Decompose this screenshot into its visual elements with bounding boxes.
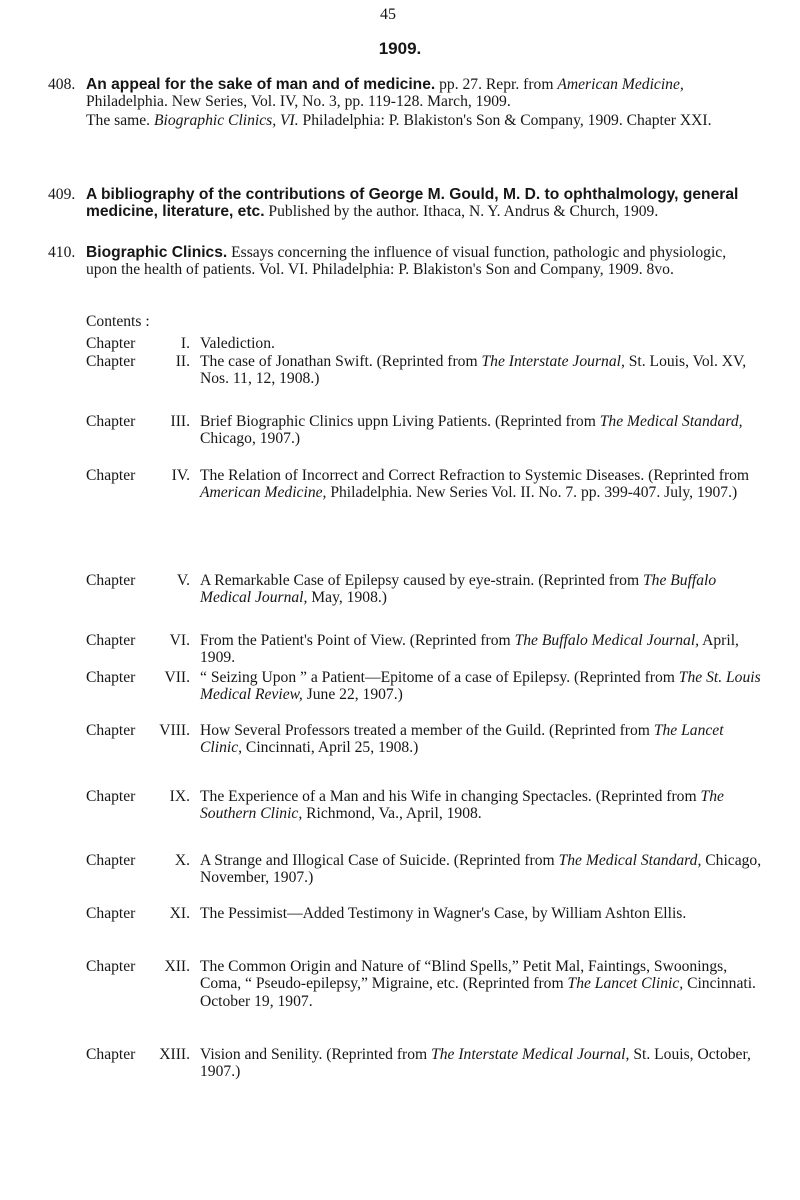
entry-number: 410.: [48, 244, 76, 261]
chapter-title: [200, 335, 766, 352]
chapter-text: The Relation of Incorrect and Correct Refraction to Systemic Diseases. (Reprinted from: [200, 467, 750, 484]
entry-book: Biographic Clinics, VI.: [153, 111, 299, 129]
chapter-text: How Several Professors treated a member of the Guild. (Reprinted from: [200, 722, 654, 739]
chapter-entry: [86, 722, 766, 757]
chapter-number: XIII.: [159, 1046, 190, 1063]
chapter-label: Chapter: [86, 335, 136, 352]
chapter-entry: [86, 788, 766, 823]
chapter-entry: [86, 335, 766, 352]
chapter-text: St. Louis, Vol. XV, Nos. 11, 12, 1908.): [200, 353, 747, 388]
entry-408: [48, 76, 760, 129]
chapter-title: [200, 905, 766, 922]
chapter-label: Chapter: [86, 1046, 136, 1063]
chapter-label: Chapter: [86, 722, 136, 739]
chapter-label: Chapter: [86, 958, 136, 975]
chapter-entry: [86, 413, 766, 448]
chapter-title: [200, 722, 766, 757]
chapter-title: [200, 958, 766, 1010]
chapter-label: Chapter: [86, 467, 136, 484]
chapter-text: St. Louis, October, 1907.): [200, 1046, 751, 1081]
chapter-label: Chapter: [86, 905, 136, 922]
chapter-text: Cincinnati. October 19, 1907.: [200, 975, 756, 1010]
chapter-text: Brief Biographic Clinics uppn Living Patients. (Reprinted from: [200, 413, 600, 430]
contents-label: Contents :: [86, 313, 150, 330]
entry-journal: American Medicine,: [557, 76, 684, 93]
chapter-title: [200, 413, 766, 448]
chapter-title: [200, 353, 766, 388]
chapter-source-journal: American Medicine,: [200, 484, 327, 502]
chapter-number: VIII.: [159, 722, 190, 739]
chapter-label: Chapter: [86, 353, 136, 370]
chapter-source-journal: The Medical Standard,: [558, 852, 702, 869]
page-year-heading: 1909.: [378, 39, 422, 58]
chapter-text: The Experience of a Man and his Wife in changing Spectacles. (Reprinted from: [200, 788, 701, 805]
chapter-number: V.: [176, 572, 190, 589]
chapter-text: Chicago, November, 1907.): [200, 852, 762, 887]
chapter-label: Chapter: [86, 788, 136, 805]
entry-409: [48, 186, 760, 221]
chapter-text: April, 1909.: [200, 632, 739, 667]
chapter-label: Chapter: [86, 572, 136, 589]
chapter-source-journal: The Southern Clinic,: [200, 788, 724, 823]
chapter-text: Philadelphia. New Series Vol. II. No. 7. pp. 399-407. July, 1907.): [326, 484, 738, 502]
entry-text: Philadelphia. New Series, Vol. IV, No. 3, pp. 119-128. March, 1909.: [86, 93, 511, 111]
chapter-title: [200, 572, 766, 607]
chapter-title: [200, 669, 766, 704]
chapter-source-journal: The Medical Standard,: [599, 413, 743, 430]
chapter-number: X.: [174, 852, 190, 869]
chapter-text: Valediction.: [200, 335, 275, 352]
chapter-title: [200, 1046, 766, 1081]
chapter-text: Chicago, 1907.): [200, 430, 301, 448]
chapter-number: XII.: [164, 958, 190, 975]
chapter-text: The case of Jonathan Swift. (Reprinted from: [200, 353, 482, 370]
chapter-text: A Strange and Illogical Case of Suicide. (Reprinted from: [200, 852, 559, 869]
entry-title: Biographic Clinics.: [86, 244, 228, 261]
entry-410: [48, 244, 760, 279]
chapter-text: June 22, 1907.): [302, 686, 403, 704]
chapter-text: The Common Origin and Nature of “Blind Spells,” Petit Mal, Faintings, Swoonings, Coma, “ Pseudo-epilepsy,” Migraine, etc. (Reprinted from: [200, 958, 728, 993]
entry-title: A bibliography of the contributions of George M. Gould, M. D. to ophthalmology, general medicine, literature, etc.: [86, 186, 739, 221]
chapter-entry: [86, 353, 766, 388]
chapter-label: Chapter: [86, 852, 136, 869]
entry-same-line: [86, 112, 760, 129]
chapter-title: [200, 467, 766, 502]
entry-title: An appeal for the sake of man and of medicine.: [86, 76, 436, 93]
chapter-entry: [86, 852, 766, 887]
chapter-source-journal: The Lancet Clinic,: [200, 722, 724, 757]
chapter-entry: [86, 669, 766, 704]
chapter-source-journal: The Interstate Medical Journal,: [431, 1046, 630, 1063]
chapter-label: Chapter: [86, 413, 136, 430]
chapter-entry: [86, 958, 766, 1010]
chapter-title: [200, 632, 766, 667]
chapter-text: “ Seizing Upon ” a Patient—Epitome of a case of Epilepsy. (Reprinted from: [200, 669, 679, 686]
chapter-number: III.: [170, 413, 190, 430]
chapter-source-journal: The Lancet Clinic,: [567, 975, 684, 993]
chapter-entry: [86, 1046, 766, 1081]
chapter-entry: [86, 632, 766, 667]
chapter-title: [200, 852, 766, 887]
chapter-text: Richmond, Va., April, 1908.: [302, 805, 482, 823]
chapter-number: VII.: [164, 669, 190, 686]
page-number: 45: [380, 6, 396, 23]
chapter-number: IX.: [169, 788, 190, 805]
chapter-number: VI.: [169, 632, 190, 649]
chapter-title: [200, 788, 766, 823]
chapter-number: XI.: [169, 905, 190, 922]
chapter-text: May, 1908.): [307, 589, 387, 607]
entry-text: The same.: [86, 111, 154, 129]
chapter-number: IV.: [171, 467, 190, 484]
chapter-entry: [86, 905, 766, 922]
chapter-entry: [86, 467, 766, 502]
chapter-number: I.: [180, 335, 190, 352]
entry-number: 409.: [48, 186, 76, 203]
entry-text: pp. 27. Repr. from: [435, 76, 558, 93]
chapter-label: Chapter: [86, 632, 136, 649]
chapter-source-journal: The Interstate Journal,: [481, 353, 625, 370]
entry-text: Published by the author. Ithaca, N. Y. Andrus & Church, 1909.: [264, 203, 659, 221]
entry-text: Essays concerning the influence of visual function, pathologic and physiologic, upon the health of patients. Vol. VI. Philadelphia: P. Blakiston's Son and Company, 1909. 8vo.: [86, 244, 727, 279]
chapter-text: Cincinnati, April 25, 1908.): [242, 739, 419, 757]
chapter-number: II.: [175, 353, 190, 370]
chapter-text: Vision and Senility. (Reprinted from: [200, 1046, 432, 1063]
chapter-label: Chapter: [86, 669, 136, 686]
entry-text: Philadelphia: P. Blakiston's Son & Company, 1909. Chapter XXI.: [298, 111, 712, 129]
chapter-entry: [86, 572, 766, 607]
chapter-source-journal: The Buffalo Medical Journal,: [200, 572, 717, 607]
chapter-source-journal: The Buffalo Medical Journal,: [514, 632, 700, 649]
entry-number: 408.: [48, 76, 76, 93]
chapter-source-journal: The St. Louis Medical Review,: [200, 669, 761, 704]
chapter-text: The Pessimist—Added Testimony in Wagner's Case, by William Ashton Ellis.: [200, 905, 687, 922]
chapter-text: A Remarkable Case of Epilepsy caused by eye-strain. (Reprinted from: [200, 572, 643, 589]
chapter-text: From the Patient's Point of View. (Reprinted from: [200, 632, 515, 649]
